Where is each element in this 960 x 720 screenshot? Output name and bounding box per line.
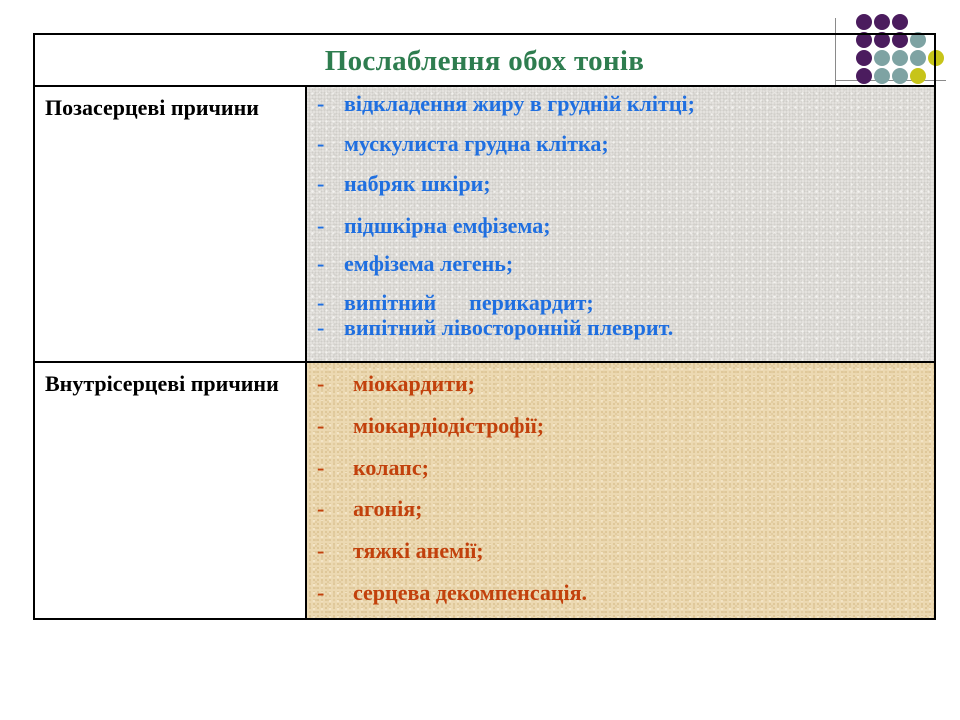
causes-table [33,33,936,620]
list-item [317,91,695,117]
list-item-text: тяжкі анемії; [353,538,484,563]
row-label-intracardiac: Внутрісерцеві причини [35,363,307,618]
bullet-dash: - [317,413,325,438]
bullet-dash: - [317,91,325,116]
list-item-text: випітний лівосторонній плеврит. [344,315,674,340]
list-item-text: відкладення жиру в грудній клітці; [344,91,695,116]
bullet-dash: - [317,171,325,196]
bullet-dash: - [317,455,325,480]
bullet-dash: - [317,496,325,521]
list-item [317,538,484,564]
list-item [317,580,587,606]
decorative-dot [856,14,872,30]
bullet-dash: - [317,251,325,276]
extracardiac-causes-list [307,87,934,361]
list-item-text: випітний перикардит; [344,290,594,315]
table-row-intracardiac [35,363,934,618]
list-item [317,131,609,157]
list-item-text: міокардіодістрофії; [353,413,545,438]
row-label-extracardiac: Позасерцеві причини [35,87,307,361]
list-item [317,496,422,522]
bullet-dash: - [317,371,325,396]
decorative-dot [874,14,890,30]
list-item [317,171,491,197]
bullet-dash: - [317,580,325,605]
bullet-dash: - [317,290,325,315]
list-item-text: підшкірна емфізема; [344,213,551,238]
list-item [317,290,594,316]
list-item [317,251,513,277]
list-item [317,213,551,239]
bullet-dash: - [317,213,325,238]
intracardiac-causes-list [307,363,934,618]
list-item-text: набряк шкіри; [344,171,491,196]
table-row-extracardiac [35,87,934,363]
list-item [317,371,475,397]
bullet-dash: - [317,538,325,563]
bullet-dash: - [317,315,325,340]
list-item-text: емфізема легень; [344,251,514,276]
list-item-text: колапс; [353,455,429,480]
list-item [317,455,429,481]
list-item [317,315,673,341]
list-item-text: мускулиста грудна клітка; [344,131,609,156]
list-item-text: серцева декомпенсація. [353,580,588,605]
list-item-text: міокардити; [353,371,475,396]
bullet-dash: - [317,131,325,156]
decorative-dot [892,14,908,30]
list-item [317,413,544,439]
list-item-text: агонія; [353,496,423,521]
table-title: Послаблення обох тонів [35,35,934,87]
